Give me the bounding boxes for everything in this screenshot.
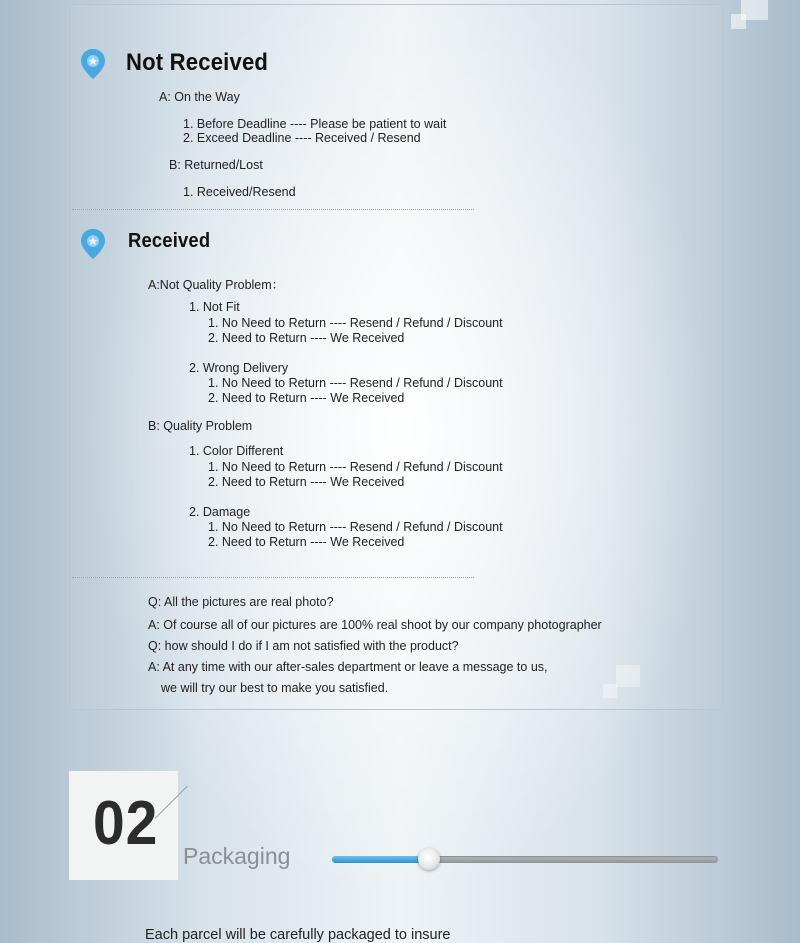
list-item: 2. Need to Return ---- We Received [208, 535, 405, 549]
list-item: 2. Need to Return ---- We Received [208, 475, 405, 489]
packaging-description: Each parcel will be carefully packaged to insure [145, 927, 451, 943]
faq-answer: A: Of course all of our pictures are 100% real shoot by our company photographer [148, 618, 602, 632]
on-the-way-label: A: On the Way [159, 90, 240, 104]
list-item: 2. Exceed Deadline ---- Received / Resend [183, 131, 421, 145]
list-item: 1. Received/Resend [183, 185, 296, 199]
list-item: 1. No Need to Return ---- Resend / Refund / Discount [208, 520, 503, 534]
packaging-label: Packaging [183, 843, 291, 869]
map-pin-icon [80, 228, 106, 260]
list-item: 1. Before Deadline ---- Please be patient to wait [183, 117, 447, 131]
list-item: 2. Need to Return ---- We Received [208, 391, 405, 405]
faq-answer: A: At any time with our after-sales department or leave a message to us, [148, 660, 548, 674]
quality-problem-label: B: Quality Problem [148, 419, 253, 433]
progress-knob [418, 848, 440, 870]
wrong-delivery-label: 2. Wrong Delivery [189, 361, 289, 375]
divider [72, 577, 474, 578]
color-different-label: 1. Color Different [189, 444, 284, 458]
not-quality-problem-label: A:Not Quality Problem： [148, 278, 285, 292]
returned-lost-label: B: Returned/Lost [169, 158, 263, 172]
received-title: Received [128, 230, 211, 252]
not-fit-label: 1. Not Fit [189, 300, 240, 314]
damage-label: 2. Damage [189, 505, 251, 519]
decorative-square [731, 14, 746, 29]
list-item: 1. No Need to Return ---- Resend / Refund / Discount [208, 460, 503, 474]
section-number: 02 [93, 789, 159, 858]
list-item: 2. Need to Return ---- We Received [208, 331, 405, 345]
progress-fill [332, 856, 429, 863]
faq-answer-continued: we will try our best to make you satisfied. [161, 681, 389, 695]
list-item: 1. No Need to Return ---- Resend / Refund / Discount [208, 316, 503, 330]
faq-question: Q: All the pictures are real photo? [148, 595, 334, 609]
list-item: 1. No Need to Return ---- Resend / Refund / Discount [208, 376, 503, 390]
map-pin-icon [80, 48, 106, 80]
not-received-title: Not Received [126, 49, 269, 76]
divider [72, 209, 474, 210]
faq-question: Q: how should I do if I am not satisfied with the product? [148, 639, 459, 653]
